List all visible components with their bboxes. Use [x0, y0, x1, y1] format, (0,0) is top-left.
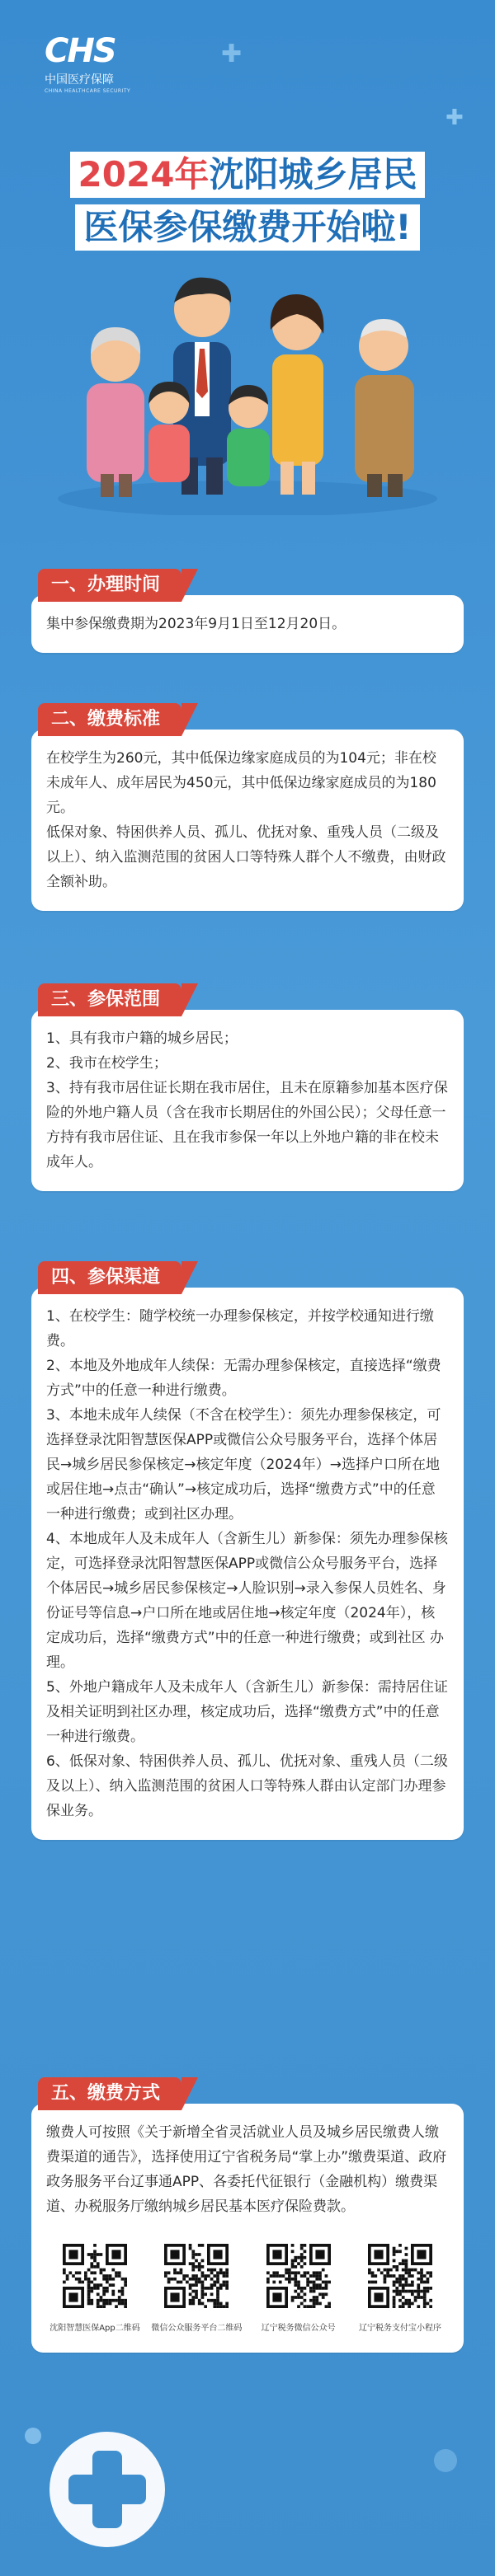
section-text: 1、具有我市户籍的城乡居民；: [46, 1030, 238, 1047]
qr-code-row: [46, 2244, 449, 2334]
section-body: [31, 730, 464, 911]
family-illustration: [50, 251, 446, 515]
qr-code-icon: [164, 2244, 229, 2308]
section-text: 缴费人可按照《关于新增全省灵活就业人员及城乡居民缴费人缴费渠道的通告》，选择使用辽宁省税务局“掌上办”缴费渠道、政府政务服务平台辽事通APP、各委托代征银行（金融机构）缴费渠道、办税服务厅缴纳城乡居民基本医疗保险费款。: [46, 2124, 447, 2215]
section-text: 在校学生为260元，其中低保边缘家庭成员的为104元；非在校未成年人、成年居民为450元，其中低保边缘家庭成员的为180元。: [46, 750, 436, 816]
chs-logo: [45, 32, 152, 94]
qr-code-icon: [63, 2244, 127, 2308]
section-text: 3、持有我市居住证长期在我市居住，且未在原籍参加基本医疗保险的外地户籍人员（含在我市长期居住的外国公民）；父母任意一方持有我市居住证、且在我市参保一年以上外地户籍的非在校未成年人。: [46, 1080, 448, 1171]
section-heading: 四、参保渠道: [38, 1261, 182, 1294]
section-body: [31, 2104, 464, 2353]
section-heading: 一、办理时间: [38, 569, 182, 602]
qr-item: [250, 2244, 347, 2334]
plus-icon: ✚: [446, 106, 464, 130]
section-text: 3、本地未成年人续保（不含在校学生）：须先办理参保核定，可选择登录沈阳智慧医保APP或微信公众号服务平台，选择个体居民→城乡居民参保核定→核定年度（2024年）→选择户口所在地或居住地→点击“确认”→核定成功后，选择“缴费方式”中的任意一种进行缴费；或到社区办理。: [46, 1407, 441, 1523]
section-channels: [31, 1261, 464, 1840]
qr-item: [148, 2244, 245, 2334]
title-line-1: [70, 152, 426, 198]
qr-label: 辽宁税务支付宝小程序: [358, 2324, 441, 2333]
section-text: 5、外地户籍成年人及未成年人（含新生儿）新参保：需持居住证及相关证明到社区办理，核定成功后，选择“缴费方式”中的任意一种进行缴费。: [46, 1679, 448, 1745]
section-text: 2、本地及外地成年人续保：无需办理参保核定，直接选择“缴费方式”中的任意一种进行缴费。: [46, 1358, 441, 1399]
title-year: 2024年: [78, 154, 210, 195]
section-fee-standard: [31, 703, 464, 911]
section-text: 2、我市在校学生；: [46, 1055, 167, 1072]
section-heading: 二、缴费标准: [38, 703, 182, 736]
section-text: 1、在校学生：随学校统一办理参保核定，并按学校通知进行缴费。: [46, 1308, 434, 1349]
section-body: [31, 1288, 464, 1840]
section-heading: 五、缴费方式: [38, 2077, 182, 2110]
section-heading: 三、参保范围: [38, 983, 182, 1016]
section-text: 4、本地成年人及未成年人（含新生儿）新参保：须先办理参保核定，可选择登录沈阳智慧医保APP或微信公众号服务平台，选择个体居民→城乡居民参保核定→人脸识别→录入参保人员姓名、身份证号等信息→户口所在地或居住地→核定年度（2024年），核定成功后，选择“缴费方式”中的任意一种进行缴费；或到社区 办理。: [46, 1531, 448, 1671]
section-payment: [31, 2077, 464, 2353]
section-text: 低保对象、特困供养人员、孤儿、优抚对象、重残人员（二级及以上）、纳入监测范围的贫困人口等特殊人群个人不缴费，由财政全额补助。: [46, 824, 446, 890]
logo-name: 中国医疗保障: [45, 73, 114, 87]
title-city: 沈阳城乡居民: [209, 154, 417, 195]
section-body: [31, 595, 464, 653]
qr-item: [351, 2244, 449, 2334]
section-text: 6、低保对象、特困供养人员、孤儿、优抚对象、重残人员（二级及以上）、纳入监测范围的贫困人口等特殊人群由认定部门办理参保业务。: [46, 1753, 448, 1819]
section-body: [31, 1010, 464, 1191]
section-text: 集中参保缴费期为2023年9月1日至12月20日。: [46, 616, 346, 632]
title-line-2: 医保参保缴费开始啦!: [75, 204, 419, 251]
qr-code-icon: [368, 2244, 432, 2308]
plus-icon: ✚: [221, 40, 243, 68]
section-time: [31, 569, 464, 653]
logo-mark: CHS: [45, 32, 116, 70]
qr-label: 辽宁税务微信公众号: [261, 2324, 336, 2333]
qr-label: 微信公众服务平台二维码: [151, 2324, 243, 2333]
qr-item: [46, 2244, 144, 2334]
logo-english: CHINA HEALTHCARE SECURITY: [45, 88, 131, 94]
qr-code-icon: [266, 2244, 331, 2308]
qr-label: 沈阳智慧医保App二维码: [50, 2324, 140, 2333]
page-title: [0, 148, 495, 254]
section-coverage: [31, 983, 464, 1191]
medical-cross-decoration: [0, 2411, 495, 2576]
